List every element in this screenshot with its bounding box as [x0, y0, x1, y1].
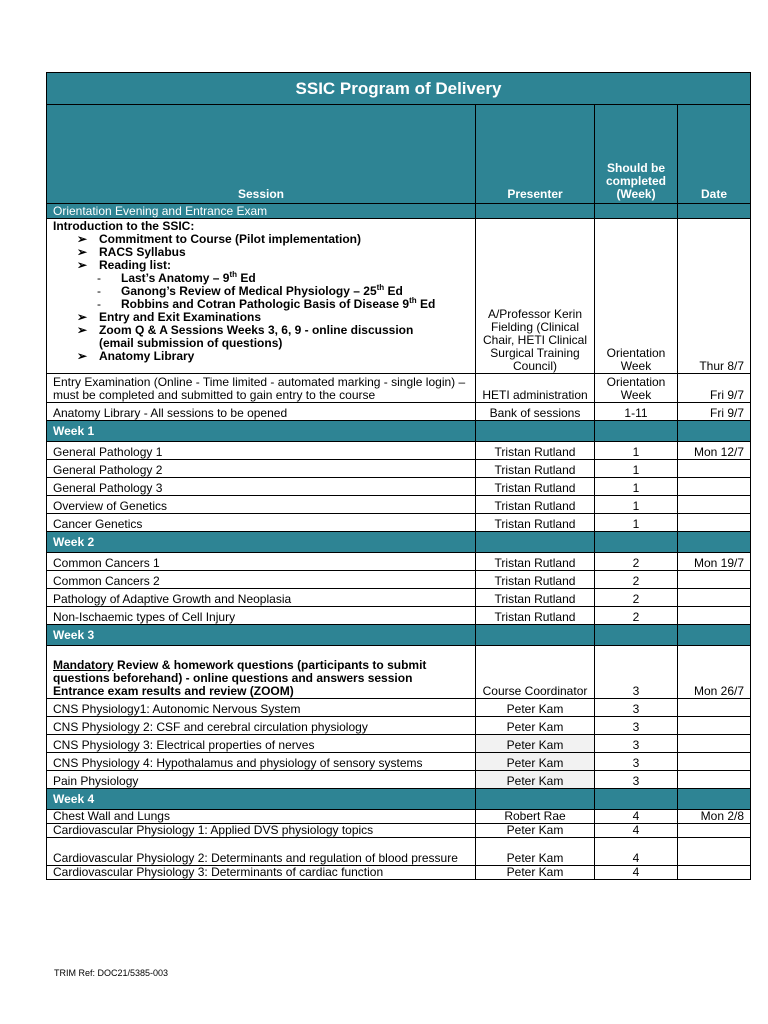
- program-table: [46, 72, 751, 880]
- reading-item: Ganong’s Review of Medical Physiology – 25th Ed: [121, 283, 403, 298]
- list-item-continued: (email submission of questions): [99, 336, 283, 350]
- program-document: [46, 72, 750, 880]
- table-row: Chest Wall and Lungs Robert Rae 4 Mon 2/8: [47, 810, 751, 824]
- entry-date: Fri 9/7: [678, 374, 751, 403]
- trim-reference: TRIM Ref: DOC21/5385-003: [54, 968, 169, 978]
- table-row: Common Cancers 1 Tristan Rutland 2 Mon 19/7: [47, 553, 751, 571]
- entry-session: Entry Examination (Online - Time limited - automated marking - single login) – must be completed and submitted to gain entry to the course: [47, 374, 476, 403]
- table-row: Cardiovascular Physiology 2: Determinants and regulation of blood pressure Peter Kam 4: [47, 838, 751, 866]
- entry-week: Orientation Week: [595, 374, 678, 403]
- week-4-header: Week 4: [47, 789, 751, 810]
- table-row: Overview of Genetics Tristan Rutland 1: [47, 496, 751, 514]
- intro-date: Thur 8/7: [678, 219, 751, 374]
- header-date: Date: [678, 105, 751, 204]
- intro-heading: Introduction to the SSIC:: [53, 219, 195, 233]
- intro-cell: [47, 219, 476, 374]
- table-row-intro: [47, 219, 751, 374]
- library-date: Fri 9/7: [678, 403, 751, 421]
- table-row-entry: [47, 374, 751, 403]
- table-row: Pathology of Adaptive Growth and Neoplasia Tristan Rutland 2: [47, 589, 751, 607]
- arrowhead-bullet-icon: ➢: [77, 349, 88, 363]
- table-row: Cardiovascular Physiology 1: Applied DVS physiology topics Peter Kam 4: [47, 824, 751, 838]
- week-1-header: Week 1: [47, 421, 751, 442]
- week-2-header: Week 2: [47, 532, 751, 553]
- list-item: Zoom Q & A Sessions Weeks 3, 6, 9 - online discussion: [99, 323, 414, 337]
- table-row: General Pathology 2 Tristan Rutland 1: [47, 460, 751, 478]
- mandatory-week: 3: [595, 646, 678, 699]
- library-week: 1-11: [595, 403, 678, 421]
- table-row: Pain Physiology Peter Kam 3: [47, 771, 751, 789]
- section-orientation: Orientation Evening and Entrance Exam: [47, 204, 476, 219]
- intro-presenter: A/Professor Kerin Fielding (Clinical Chair, HETI Clinical Surgical Training Council): [476, 219, 595, 374]
- list-item: Commitment to Course (Pilot implementation): [99, 232, 362, 246]
- arrowhead-bullet-icon: ➢: [77, 323, 88, 337]
- table-row: General Pathology 3 Tristan Rutland 1: [47, 478, 751, 496]
- list-item: Reading list:: [99, 258, 172, 272]
- entry-presenter: HETI administration: [476, 374, 595, 403]
- mandatory-session: Mandatory Review & homework questions (participants to submit questions beforehand) - online questions and answers session Entrance exam results and review (ZOOM): [47, 646, 476, 699]
- table-row: CNS Physiology 4: Hypothalamus and physiology of sensory systems Peter Kam 3: [47, 753, 751, 771]
- arrowhead-bullet-icon: ➢: [77, 232, 88, 246]
- table-row: General Pathology 1 Tristan Rutland 1 Mon 12/7: [47, 442, 751, 460]
- table-row: CNS Physiology 3: Electrical properties of nerves Peter Kam 3: [47, 735, 751, 753]
- list-item: Entry and Exit Examinations: [99, 310, 262, 324]
- dash-bullet-icon: -: [97, 297, 101, 311]
- table-row-mandatory: [47, 646, 751, 699]
- arrowhead-bullet-icon: ➢: [77, 258, 88, 272]
- table-row: CNS Physiology 2: CSF and cerebral circulation physiology Peter Kam 3: [47, 717, 751, 735]
- table-row: CNS Physiology1: Autonomic Nervous System Peter Kam 3: [47, 699, 751, 717]
- intro-week: Orientation Week: [595, 219, 678, 374]
- list-item: RACS Syllabus: [99, 245, 186, 259]
- dash-bullet-icon: -: [97, 284, 101, 298]
- dash-bullet-icon: -: [97, 271, 101, 285]
- reading-item: Last’s Anatomy – 9th Ed: [121, 270, 256, 285]
- table-row-library: [47, 403, 751, 421]
- table-row: Cardiovascular Physiology 3: Determinants of cardiac function Peter Kam 4: [47, 866, 751, 880]
- library-presenter: Bank of sessions: [476, 403, 595, 421]
- week-3-header: Week 3: [47, 625, 751, 646]
- header-session: Session: [47, 105, 476, 204]
- page-title: SSIC Program of Delivery: [47, 73, 751, 105]
- table-row: Common Cancers 2 Tristan Rutland 2: [47, 571, 751, 589]
- arrowhead-bullet-icon: ➢: [77, 245, 88, 259]
- reading-item: Robbins and Cotran Pathologic Basis of Disease 9th Ed: [121, 296, 436, 311]
- header-week: Should be completed (Week): [595, 105, 678, 204]
- mandatory-presenter: Course Coordinator: [476, 646, 595, 699]
- table-row: Non-Ischaemic types of Cell Injury Tristan Rutland 2: [47, 607, 751, 625]
- mandatory-date: Mon 26/7: [678, 646, 751, 699]
- table-row: Cancer Genetics Tristan Rutland 1: [47, 514, 751, 532]
- library-session: Anatomy Library - All sessions to be opened: [47, 403, 476, 421]
- arrowhead-bullet-icon: ➢: [77, 310, 88, 324]
- header-presenter: Presenter: [476, 105, 595, 204]
- list-item: Anatomy Library: [99, 349, 195, 363]
